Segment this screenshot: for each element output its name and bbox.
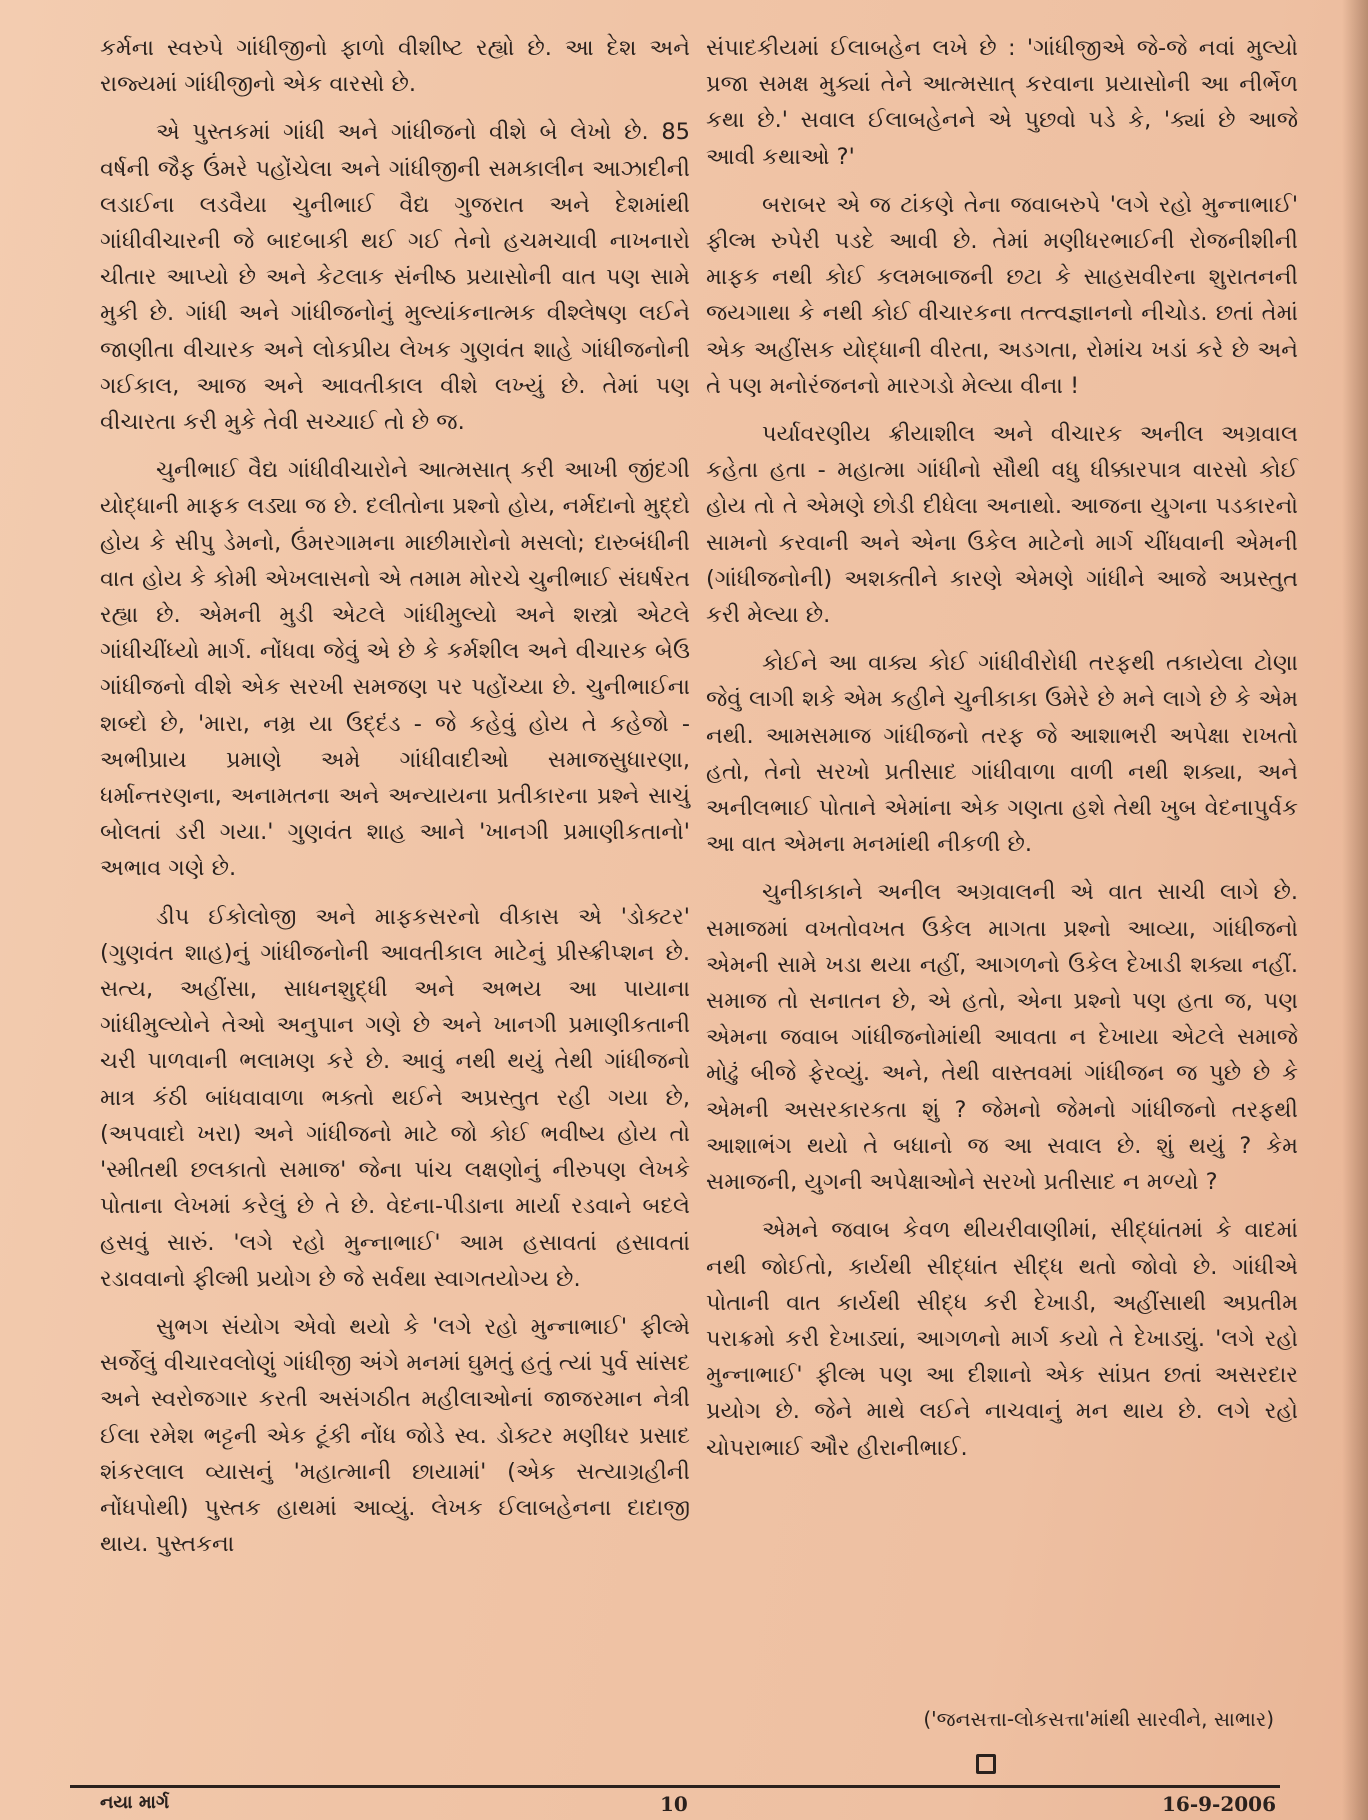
page-number: 10 [660, 1792, 688, 1816]
right-column [706, 30, 1298, 1478]
paragraph: કોઈને આ વાક્ય કોઈ ગાંધીવીરોધી તરફથી તકાયેલા ટોણા જેવું લાગી શકે એમ કહીને ચુનીકાકા ઉમેરે છે મને લાગે છે કે એમ નથી. આમસમાજ ગાંધીજનો તરફ જે આશાભરી અપેક્ષા રાખતો હતો, તેનો સરખો પ્રતીસાદ ગાંધીવાળા વાળી નથી શક્યા, અને અનીલભાઈ પોતાને એમાંના એક ગણતા હશે તેથી ખુબ વેદનાપુર્વક આ વાત એમના મનમાંથી નીકળી છે. [706, 650, 1298, 858]
paragraph: ચુનીકાકાને અનીલ અગ્રવાલની એ વાત સાચી લાગે છે. સમાજમાં વખતોવખત ઉકેલ માગતા પ્રશ્નો આવ્યા, ગાંધીજનો એમની સામે ખડા થયા નહીં, આગળનો ઉકેલ દેખાડી શક્યા નહીં. સમાજ તો સનાતન છે, એ હતો, એના પ્રશ્નો પણ હતા જ, પણ એમના જવાબ ગાંધીજનોમાંથી આવતા ન દેખાયા એટલે સમાજે મોઢું બીજે ફેરવ્યું. અને, તેથી વાસ્તવમાં ગાંધીજન જ પુછે છે કે એમની અસરકારકતા શું ? જેમનો જેમનો ગાંધીજનો તરફથી આશાભંગ થયો તે બધાનો જ આ સવાલ છે. શું થયું ? કેમ સમાજની, યુગની અપેક્ષાઓને સરખો પ્રતીસાદ ન મળ્યો ? [706, 879, 1298, 1196]
left-column [100, 30, 690, 1574]
hollow-square-icon [976, 1754, 996, 1774]
paragraph: ડીપ ઈકોલોજી અને માફકસરનો વીકાસ એ 'ડોક્ટર' (ગુણવંત શાહ)નું ગાંધીજનોની આવતીકાલ માટેનું પ્રીસ્ક્રીપ્શન છે. સત્ય, અહીંસા, સાધનશુદ્ધી અને અભય આ પાયાના ગાંધીમુલ્યોને તેઓ અનુપાન ગણે છે અને ખાનગી પ્રમાણીકતાની ચરી પાળવાની ભલામણ કરે છે. આવું નથી થયું તેથી ગાંધીજનો માત્ર કંઠી બાંધવાવાળા ભક્તો થઈને અપ્રસ્તુત રહી ગયા છે, (અપવાદો ખરા) અને ગાંધીજનો માટે જો કોઈ ભવીષ્ય હોય તો 'સ્મીતથી છલકાતો સમાજ' જેના પાંચ લક્ષણોનું નીરુપણ લેખકે પોતાના લેખમાં કરેલું છે તે છે. વેદના-પીડાના માર્યા રડવાને બદલે હસવું સારું. 'લગે રહો મુન્નાભાઈ' આમ હસાવતાં હસાવતાં રડાવવાનો ફીલ્મી પ્રયોગ છે જે સર્વથા સ્વાગતયોગ્ય છે. [100, 903, 690, 1292]
paragraph: સંપાદકીયમાં ઈલાબહેન લખે છે : 'ગાંધીજીએ જે-જે નવાં મુલ્યો પ્રજા સમક્ષ મુક્યાં તેને આત્મસાત્ કરવાના પ્રયાસોની આ નીર્ભેળ કથા છે.' સવાલ ઈલાબહેનને એ પુછવો પડે કે, 'ક્યાં છે આજે આવી કથાઓ ?' [706, 35, 1298, 170]
issue-date: 16-9-2006 [1162, 1792, 1277, 1816]
paragraph: એમને જવાબ કેવળ થીયરીવાણીમાં, સીદ્ધાંતમાં કે વાદમાં નથી જોઈતો, કાર્યથી સીદ્ધાંત સીદ્ધ થતો જોવો છે. ગાંધીએ પોતાની વાત કાર્યથી સીદ્ધ કરી દેખાડી, અહીંસાથી અપ્રતીમ પરાક્રમો કરી દેખાડ્યાં, આગળનો માર્ગ કયો તે દેખાડ્યું. 'લગે રહો મુન્નાભાઈ' ફીલ્મ પણ આ દીશાનો એક સાંપ્રત છતાં અસરદાર પ્રયોગ છે. જેને માથે લઈને નાચવાનું મન થાય છે. લગે રહો ચોપરાભાઈ ઔર હીરાનીભાઈ. [706, 1217, 1298, 1461]
paragraph: સુભગ સંયોગ એવો થયો કે 'લગે રહો મુન્નાભાઈ' ફીલ્મે સર્જેલું વીચારવલોણું ગાંધીજી અંગે મનમાં ઘુમતું હતું ત્યાં પુર્વ સાંસદ અને સ્વરોજગાર કરતી અસંગઠીત મહીલાઓનાં જાજરમાન નેત્રી ઈલા રમેશ ભટ્ટની એક ટૂંકી નોંધ જોડે સ્વ. ડોક્ટર મણીધર પ્રસાદ શંકરલાલ વ્યાસનું 'મહાત્માની છાયામાં' (એક સત્યાગ્રહીની નોંધપોથી) પુસ્તક હાથમાં આવ્યું. લેખક ઈલાબહેનના દાદાજી થાય. પુસ્તકના [100, 1313, 690, 1558]
magazine-name: નયા માર્ગ [100, 1792, 170, 1813]
paragraph: કર્મના સ્વરુપે ગાંધીજીનો ફાળો વીશીષ્ટ રહ્યો છે. આ દેશ અને રાજ્યમાં ગાંધીજીનો એક વારસો છે. [100, 35, 690, 98]
paragraph: એ પુસ્તકમાં ગાંધી અને ગાંધીજનો વીશે બે લેખો છે. 85 વર્ષની જૈફ ઉંમરે પહોંચેલા અને ગાંધીજીની સમકાલીન આઝાદીની લડાઈના લડવૈયા ચુનીભાઈ વૈદ્ય ગુજરાત અને દેશમાંથી ગાંધીવીચારની જે બાદબાકી થઈ ગઈ તેનો હચમચાવી નાખનારો ચીતાર આપ્યો છે અને કેટલાક સંનીષ્ઠ પ્રયાસોની વાત પણ સામે મુકી છે. ગાંધી અને ગાંધીજનોનું મુલ્યાંકનાત્મક વીશ્લેષણ લઈને જાણીતા વીચારક અને લોકપ્રીય લેખક ગુણવંત શાહે ગાંધીજનોની ગઈકાલ, આજ અને આવતીકાલ વીશે લખ્યું છે. તેમાં પણ વીચારતા કરી મુકે તેવી સચ્ચાઈ તો છે જ. [100, 119, 690, 436]
footer-rule [70, 1785, 1280, 1788]
paragraph: પર્યાવરણીય ક્રીયાશીલ અને વીચારક અનીલ અગ્રવાલ કહેતા હતા - મહાત્મા ગાંધીનો સૌથી વધુ ધીક્કારપાત્ર વારસો કોઈ હોય તો તે એમણે છોડી દીધેલા અનાથો. આજના યુગના પડકારનો સામનો કરવાની અને એના ઉકેલ માટેનો માર્ગ ચીંધવાની એમની (ગાંધીજનોની) અશક્તીને કારણે એમણે ગાંધીને આજે અપ્રસ્તુત કરી મેલ્યા છે. [706, 421, 1298, 629]
paragraph: ચુનીભાઈ વૈદ્ય ગાંધીવીચારોને આત્મસાત્ કરી આખી જીંદગી યોદ્ધાની માફક લડ્યા જ છે. દલીતોના પ્રશ્નો હોય, નર્મદાનો મુદ્દો હોય કે સીપુ ડેમનો, ઉંમરગામના માછીમારોનો મસલો; દારુબંધીની વાત હોય કે કોમી એખલાસનો એ તમામ મોરચે ચુનીભાઈ સંઘર્ષરત રહ્યા છે. એમની મુડી એટલે ગાંધીમુલ્યો અને શસ્ત્રો એટલે ગાંધીચીંધ્યો માર્ગ. નોંધવા જેવું એ છે કે કર્મશીલ અને વીચારક બેઉ ગાંધીજનો વીશે એક સરખી સમજણ પર પહોંચ્યા છે. ચુનીભાઈના શબ્દો છે, 'મારા, નમ્ર યા ઉદ્દંડ - જે કહેવું હોય તે કહેજો - અભીપ્રાય પ્રમાણે અમે ગાંધીવાદીઓ સમાજસુધારણા, ધર્માન્તરણના, અનામતના અને અન્યાયના પ્રતીકારના પ્રશ્ને સાચું બોલતાં ડરી ગયા.' ગુણવંત શાહ આને 'ખાનગી પ્રમાણીકતાનો' અભાવ ગણે છે. [100, 457, 690, 882]
paragraph: બરાબર એ જ ટાંકણે તેના જવાબરુપે 'લગે રહો મુન્નાભાઈ' ફીલ્મ રુપેરી પડદે આવી છે. તેમાં મણીધરભાઈની રોજનીશીની માફક નથી કોઈ કલમબાજની છટા કે સાહસવીરના શુરાતનની જયગાથા કે નથી કોઈ વીચારકના તત્ત્વજ્ઞાનનો નીચોડ. છતાં તેમાં એક અહીંસક યોદ્ધાની વીરતા, અડગતા, રોમાંચ ખડાં કરે છે અને તે પણ મનોરંજનનો મારગડો મેલ્યા વીના ! [706, 191, 1298, 399]
source-credit: ('જનસત્તા-લોકસત્તા'માંથી સારવીને, સાભાર) [923, 1707, 1274, 1731]
